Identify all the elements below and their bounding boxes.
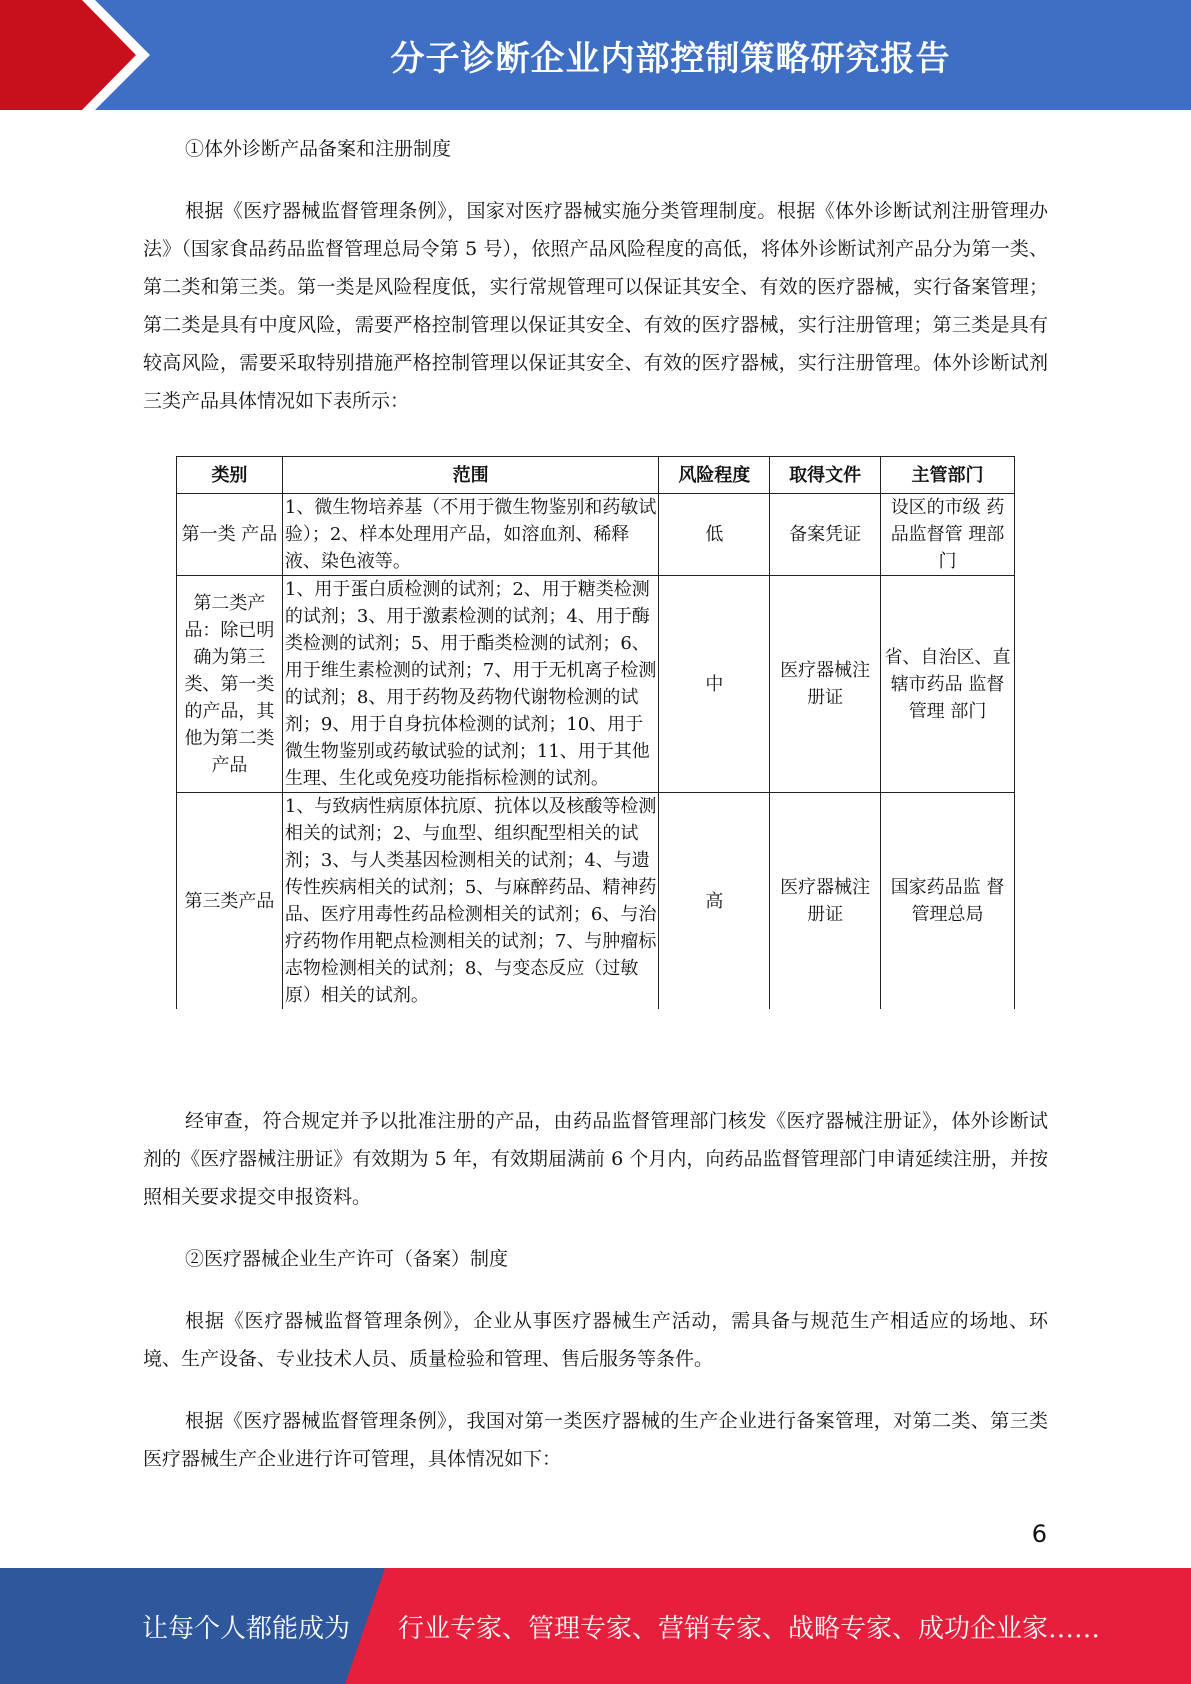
risk-cell: 高 <box>659 793 770 1010</box>
section-1-paragraph: 根据《医疗器械监督管理条例》，国家对医疗器械实施分类管理制度。根据《体外诊断试剂注册管理办法》（国家食品药品监督管理总局令第 5 号），依照产品风险程度的高低，将体外诊断试剂产品分为第一类、第二类和第三类。第一类是风险程度低，实行常规管理可以保证其安全、有效的医疗器械，实行备案管理；第二类是具有中度风险，需要严格控制管理以保证其安全、有效的医疗器械，实行注册管理；第三类是具有较高风险，需要采取特别措施严格控制管理以保证其安全、有效的医疗器械，实行注册管理。体外诊断试剂三类产品具体情况如下表所示： <box>143 200 1048 412</box>
scope-cell: 1、与致病性病原体抗原、抗体以及核酸等检测相关的试剂；2、与血型、组织配型相关的试剂；3、与人类基因检测相关的试剂；4、与遗传性疾病相关的试剂；5、与麻醉药品、精神药品、医疗用毒性药品检测相关的试剂；6、与治疗药物作用靶点检测相关的试剂；7、与肿瘤标志物检测相关的试剂；8、与变态反应（过敏原）相关的试剂。 <box>282 793 659 1010</box>
category-cell: 第一类 产品 <box>177 494 283 576</box>
authority-cell: 省、自治区、直辖市药品 监督管理 部门 <box>881 576 1015 793</box>
section-2-paragraph-1: 根据《医疗器械监督管理条例》，企业从事医疗器械生产活动，需具备与规范生产相适应的场地、环境、生产设备、专业技术人员、质量检验和管理、售后服务等条件。 <box>143 1310 1048 1370</box>
page-header <box>0 0 1191 110</box>
scope-cell: 1、用于蛋白质检测的试剂；2、用于糖类检测的试剂；3、用于激素检测的试剂；4、用于酶类检测的试剂；5、用于酯类检测的试剂；6、用于维生素检测的试剂；7、用于无机离子检测的试剂；8、用于药物及药物代谢物检测的试剂；9、用于自身抗体检测的试剂；10、用于微生物鉴别或药敏试验的试剂；11、用于其他生理、生化或免疫功能指标检测的试剂。 <box>282 576 659 793</box>
table-header-row <box>177 457 1015 494</box>
header-red-chevron-icon <box>0 0 150 110</box>
table-row <box>177 793 1015 1010</box>
section-1-heading: ①体外诊断产品备案和注册制度 <box>185 138 452 160</box>
authority-cell: 设区的市级 药品监督管 理部门 <box>881 494 1015 576</box>
col-header-authority: 主管部门 <box>881 457 1015 494</box>
footer-slogan-right: 行业专家、管理专家、营销专家、战略专家、成功企业家…… <box>398 1613 1101 1644</box>
document-cell: 医疗器械注册证 <box>770 793 881 1010</box>
risk-cell: 低 <box>659 494 770 576</box>
page-number: 6 <box>1031 1520 1047 1548</box>
authority-cell: 国家药品监 督管理总局 <box>881 793 1015 1010</box>
table-row <box>177 576 1015 793</box>
section-2-paragraph-2: 根据《医疗器械监督管理条例》，我国对第一类医疗器械的生产企业进行备案管理，对第二类、第三类医疗器械生产企业进行许可管理，具体情况如下： <box>143 1410 1048 1470</box>
registration-validity-paragraph: 经审查，符合规定并予以批准注册的产品，由药品监督管理部门核发《医疗器械注册证》，体外诊断试剂的《医疗器械注册证》有效期为 5 年，有效期届满前 6 个月内，向药品监督管理部门申请延续注册，并按照相关要求提交申报资料。 <box>143 1110 1048 1208</box>
col-header-category: 类别 <box>177 457 283 494</box>
page-footer <box>0 1568 1191 1684</box>
col-header-document: 取得文件 <box>770 457 881 494</box>
main-content-lower <box>143 1102 1048 1478</box>
scope-cell: 1、微生物培养基（不用于微生物鉴别和药敏试验）；2、样本处理用产品，如溶血剂、稀释液、染色液等。 <box>282 494 659 576</box>
category-cell: 第三类产品 <box>177 793 283 1010</box>
section-2-heading: ②医疗器械企业生产许可（备案）制度 <box>185 1248 509 1270</box>
risk-cell: 中 <box>659 576 770 793</box>
col-header-risk: 风险程度 <box>659 457 770 494</box>
ivd-category-table <box>176 456 1015 1009</box>
footer-slogan-left: 让每个人都能成为 <box>142 1613 351 1644</box>
category-cell: 第二类产品：除已明确为第三类、第一类的产品，其他为第二类产品 <box>177 576 283 793</box>
table-row <box>177 494 1015 576</box>
document-cell: 备案凭证 <box>770 494 881 576</box>
main-content <box>143 130 1048 420</box>
report-title: 分子诊断企业内部控制策略研究报告 <box>390 38 951 79</box>
document-cell: 医疗器械注册证 <box>770 576 881 793</box>
col-header-scope: 范围 <box>282 457 659 494</box>
